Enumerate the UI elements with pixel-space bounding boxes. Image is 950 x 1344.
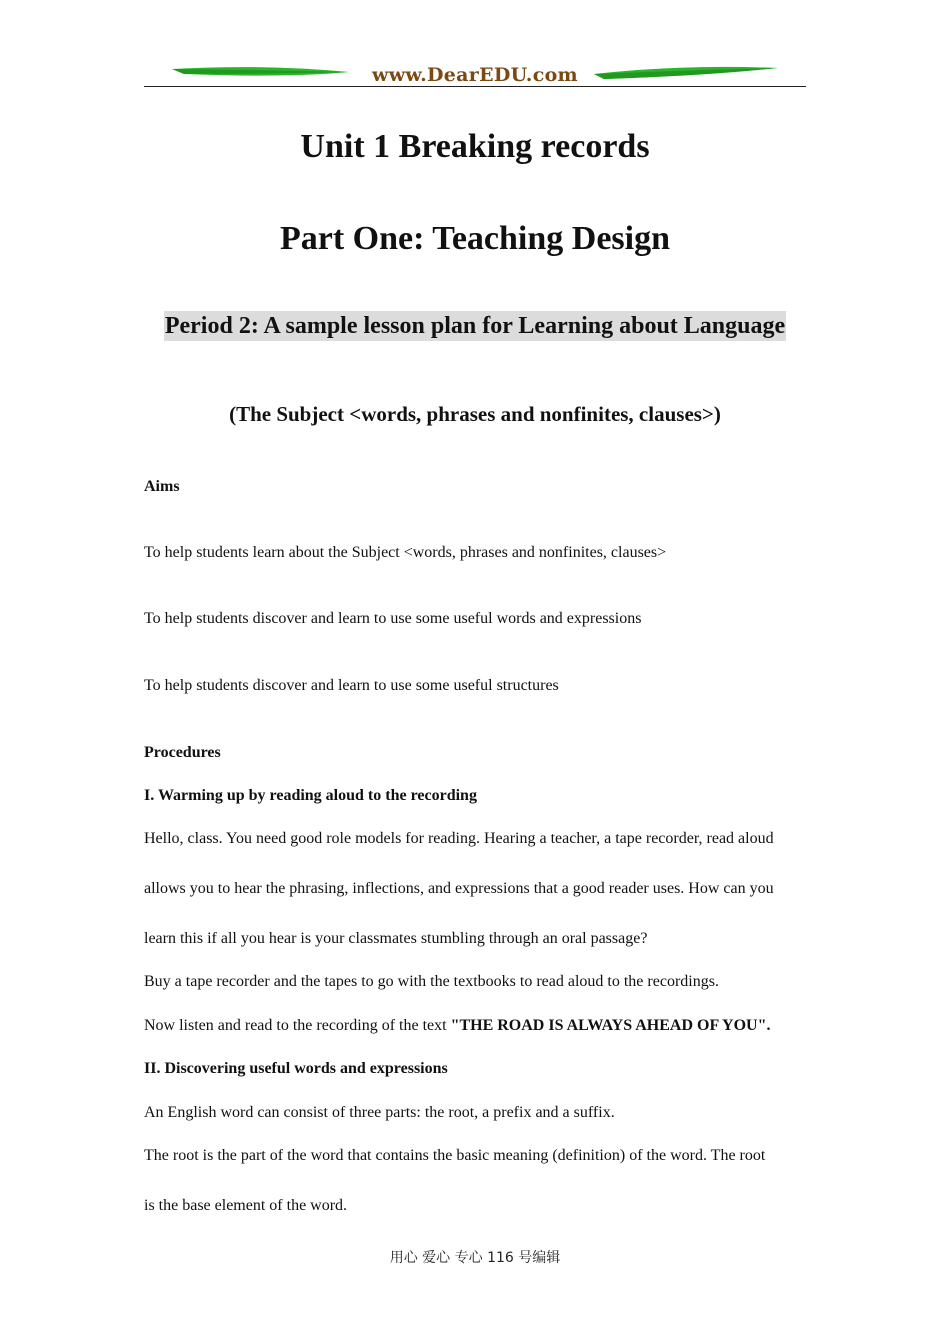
- paragraph-line: learn this if all you hear is your classmates stumbling through an oral passage?: [144, 930, 648, 947]
- aim-item: To help students learn about the Subject <words, phrases and nonfinites, clauses>: [144, 544, 667, 561]
- page-footer: 用心 爱心 专心 116 号编辑: [389, 1250, 561, 1266]
- listen-instruction: [144, 1017, 771, 1035]
- part-heading: Part One: Teaching Design: [279, 220, 671, 257]
- listen-prefix: Now listen and read to the recording of the text: [144, 1017, 451, 1034]
- section2-heading: II. Discovering useful words and expressions: [144, 1060, 448, 1077]
- section1-heading: I. Warming up by reading aloud to the recording: [144, 787, 477, 804]
- paragraph-line: The root is the part of the word that contains the basic meaning (definition) of the word. The root: [144, 1147, 766, 1164]
- paragraph-line: is the base element of the word.: [144, 1197, 348, 1214]
- aim-item: To help students discover and learn to use some useful words and expressions: [144, 610, 642, 627]
- document-title: Unit 1 Breaking records: [300, 128, 650, 165]
- paragraph-line: An English word can consist of three parts: the root, a prefix and a suffix.: [144, 1104, 615, 1121]
- aim-item: To help students discover and learn to use some useful structures: [144, 677, 559, 694]
- header-rule: [144, 86, 806, 87]
- aims-heading: Aims: [144, 478, 180, 495]
- paragraph-line: Buy a tape recorder and the tapes to go with the textbooks to read aloud to the recordings.: [144, 973, 719, 990]
- paragraph-line: allows you to hear the phrasing, inflections, and expressions that a good reader uses. How can you: [144, 880, 774, 897]
- subject-heading: (The Subject <words, phrases and nonfinites, clauses>): [229, 402, 721, 426]
- period-heading-container: [144, 311, 806, 341]
- procedures-heading: Procedures: [144, 744, 221, 761]
- logo-text: www.DearEDU.com: [372, 64, 578, 86]
- paragraph-line: Hello, class. You need good role models for reading. Hearing a teacher, a tape recorder, read aloud: [144, 830, 774, 847]
- period-heading: Period 2: A sample lesson plan for Learning about Language: [164, 313, 786, 339]
- text-title: "THE ROAD IS ALWAYS AHEAD OF YOU".: [450, 1017, 771, 1034]
